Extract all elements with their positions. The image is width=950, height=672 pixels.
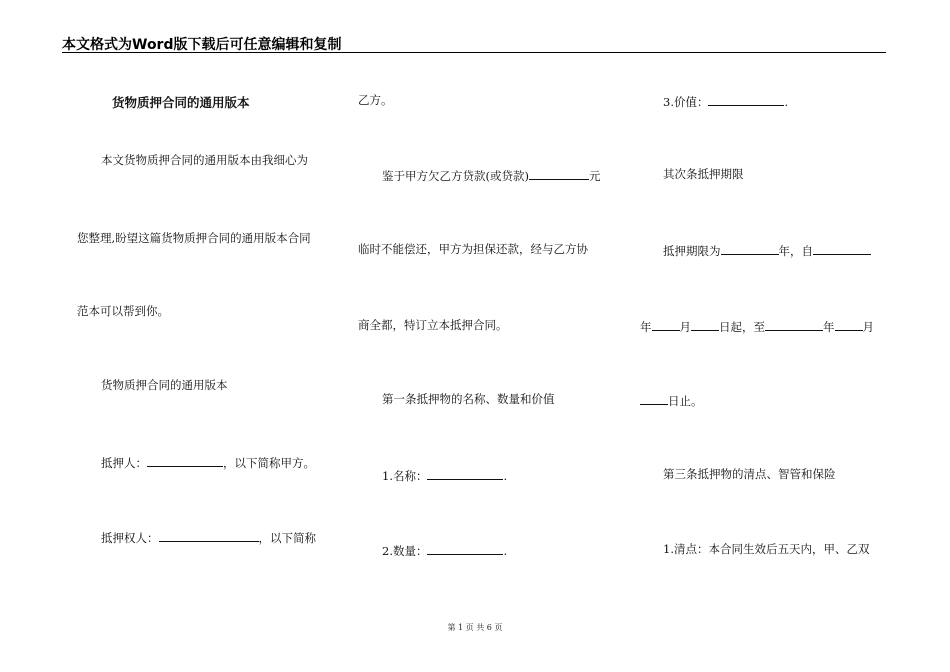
col1-line-5 [101,454,315,470]
pledgor-label: 抵押人： [101,456,147,470]
term-years-blank [721,242,779,255]
quantity-blank [427,542,503,555]
value-label: 3.价值： [663,95,709,109]
loan-amount-blank [529,167,589,180]
pledgor-suffix: ，以下简称甲方。 [223,456,315,470]
col2-line-3: 临时不能偿还，甲方为担保还款，经与乙方协 [358,242,588,256]
value-period: . [784,95,789,109]
col1-line-1: 本文货物质押合同的通用版本由我细心为 [101,153,308,167]
col2-line-7 [382,542,507,558]
quantity-period: . [503,544,508,558]
document-title: 货物质押合同的通用版本 [112,95,250,110]
article-2-heading: 其次条抵押期限 [663,167,744,181]
end-month-label: 月 [862,320,874,334]
term-label: 抵押期限为 [663,244,721,258]
col1-line-2: 您整理,盼望这篇货物质押合同的通用版本合同 [77,231,311,245]
end-year-label: 年 [823,320,835,334]
name-label: 1.名称： [382,469,428,483]
article-3-heading: 第三条抵押物的清点、智管和保险 [663,467,836,481]
article-1-heading: 第一条抵押物的名称、数量和价值 [382,392,555,406]
page-number: 第 1 页 共 6 页 [447,623,503,632]
month-label: 月 [679,320,691,334]
end-day-blank [640,392,668,405]
col2-line-1: 乙方。 [358,93,393,107]
loan-unit: 元 [588,169,601,183]
col2-line-6 [382,467,507,483]
term-start-year-blank [813,242,871,255]
pledgee-label: 抵押权人： [101,531,159,545]
pledgor-blank [147,454,223,467]
loan-text: 鉴于甲方欠乙方贷款(或贷款) [382,169,529,183]
end-day-label: 日止。 [668,394,703,408]
col2-line-4: 商全都，特订立本抵押合同。 [358,318,508,332]
col3-line-1 [663,93,788,109]
year-label: 年 [640,320,652,334]
col1-line-6 [101,529,316,545]
pledgee-blank [159,529,259,542]
header-title: 本文格式为Word版下载后可任意编辑和复制 [62,37,342,53]
name-blank [427,467,503,480]
col3-line-7: 1.清点：本合同生效后五天内，甲、乙双 [663,542,870,556]
pledgee-suffix: ，以下简称 [258,531,316,545]
col1-line-4: 货物质押合同的通用版本 [101,378,228,392]
col3-line-5 [640,392,703,408]
col3-line-3 [663,242,871,258]
start-day-blank [691,318,719,331]
term-years-suffix: 年，自 [778,244,813,258]
col2-line-2 [382,167,600,183]
header-divider [62,52,886,53]
end-month-blank [835,318,863,331]
start-to-label: 日起，至 [719,320,765,334]
quantity-label: 2.数量： [382,544,428,558]
end-year-blank [765,318,823,331]
col1-line-3: 范本可以帮到你。 [77,304,169,318]
name-period: . [503,469,508,483]
start-month-blank [652,318,680,331]
col3-line-4 [640,318,874,334]
value-blank [708,93,784,106]
